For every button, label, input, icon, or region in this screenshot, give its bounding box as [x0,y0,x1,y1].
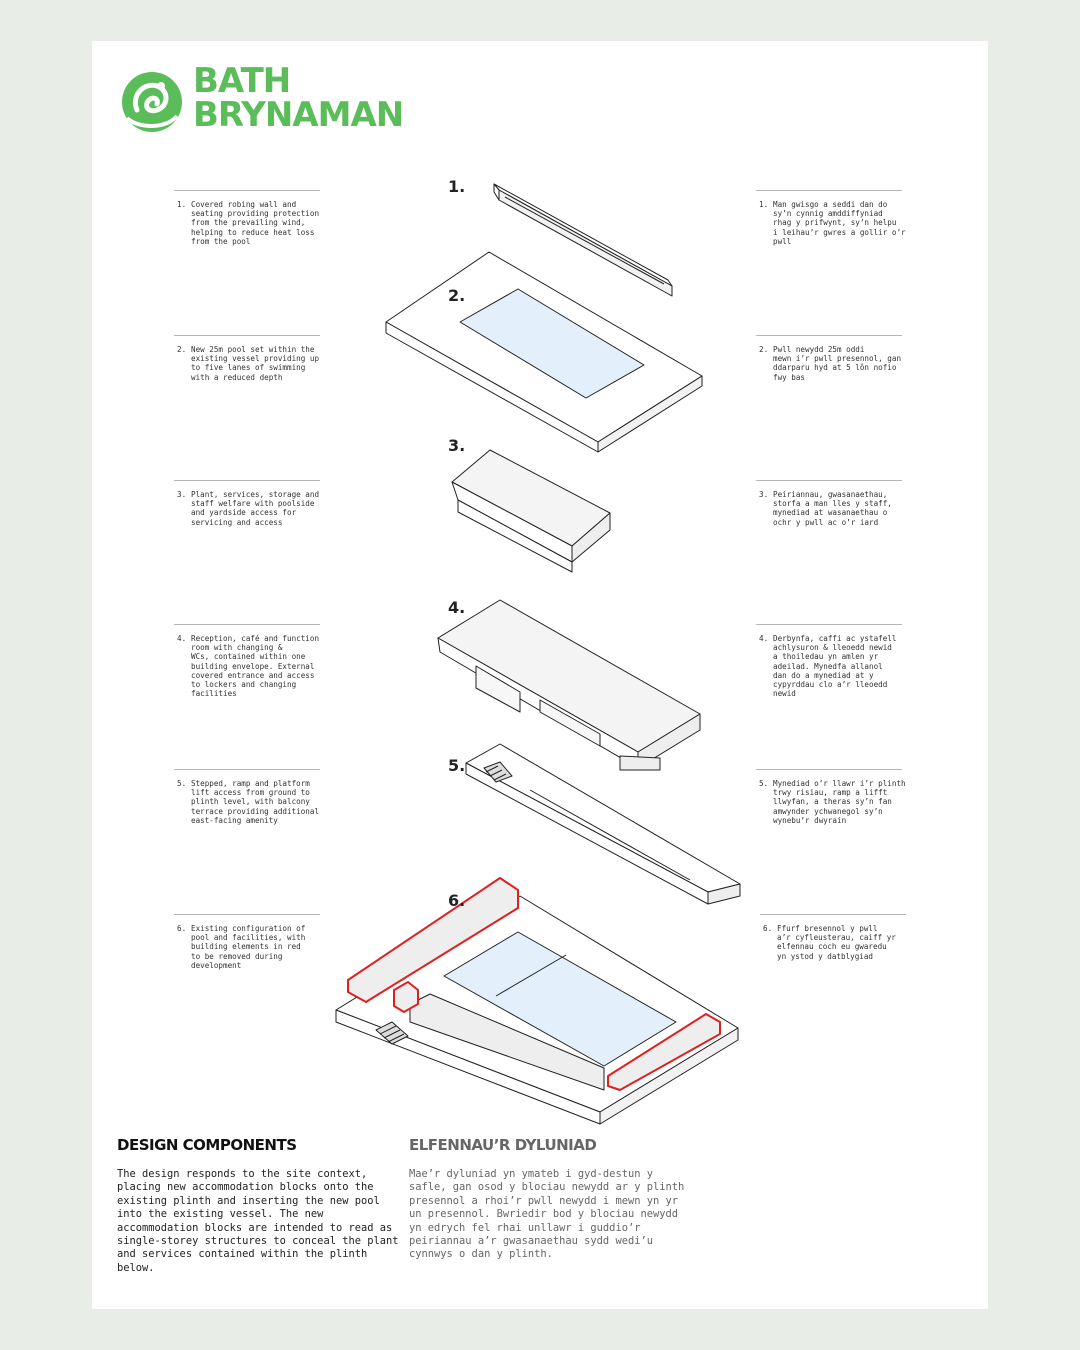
component-6-existing-configuration [336,896,738,1124]
note-en-6: 6. Existing configuration of pool and facilities, with building elements in red to be removed during development [177,924,327,970]
step-number-6: 6. [448,891,466,910]
brand-line-1: BATH [193,61,291,101]
note-cy-5: 5. Mynediad o’r llawr i’r plinth trwy risiau, ramp a lifft llwyfan, a theras sy’n fan amwynder ychwanegol sy’n wynebu’r dwyrain [759,779,909,825]
note-en-3: 3. Plant, services, storage and staff welfare with poolside and yardside access for servicing and access [177,490,327,527]
component-4-reception-block [438,600,700,770]
section-heading-cy: ELFENNAU’R DYLUNIAD [409,1136,597,1154]
note-cy-2: 2. Pwll newydd 25m oddi mewn i’r pwll presennol, gan ddarparu hyd at 5 lôn nofio fwy bas [759,345,909,382]
note-cy-6: 6. Ffurf bresennol y pwll a’r cyfleusterau, caiff yr elfennau coch eu gwaredu yn ystod y datblygiad [763,924,913,961]
note-en-2: 2. New 25m pool set within the existing vessel providing up to five lanes of swimming with a reduced depth [177,345,327,382]
note-en-5: 5. Stepped, ramp and platform lift access from ground to plinth level, with balcony terrace providing additional east-facing amenity [177,779,327,825]
section-body-en: The design responds to the site context, placing new accommodation blocks onto the existing plinth and inserting the new pool into the existing vessel. The new accommodation blocks are intended to read as single-storey structures to conceal the plant and services contained within the plinth below. [117,1168,399,1274]
component-3-service-block [452,450,610,572]
section-heading-en: DESIGN COMPONENTS [117,1136,297,1154]
note-en-4: 4. Reception, café and function room with changing & WCs, contained within one building envelope. External covered entrance and access to lockers and changing facilities [177,634,327,698]
note-cy-4: 4. Derbynfa, caffi ac ystafell achlysuron & lleoedd newid a thoiledau yn amlen yr adeilad. Mynedfa allanol dan do a mynediad at y cypyrddau clo a’r lleoedd newid [759,634,909,698]
note-en-1: 1. Covered robing wall and seating providing protection from the prevailing wind, helping to reduce heat loss from the pool [177,200,327,246]
step-number-4: 4. [448,598,466,617]
brand-line-2: BRYNAMAN [193,95,404,135]
step-number-3: 3. [448,436,466,455]
note-cy-1: 1. Man gwisgo a seddi dan do sy’n cynnig amddiffyniad rhag y prifwynt, sy’n helpu i leihau’r gwres a gollir o’r pwll [759,200,909,246]
step-number-2: 2. [448,286,466,305]
step-number-5: 5. [448,756,466,775]
component-5-ramp-terrace [466,744,740,904]
step-number-1: 1. [448,177,466,196]
section-body-cy: Mae’r dyluniad yn ymateb i gyd-destun y safle, gan osod y blociau newydd ar y plinth presennol a rhoi’r pwll newydd i mewn yn yr un presennol. Bwriedir bod y blociau newydd yn edrych fel rhai unllawr i guddio’r peiriannau a’r gwasanaethau sydd wedi’u cynnwys o dan y plinth. [409,1168,685,1261]
note-cy-3: 3. Peiriannau, gwasanaethau, storfa a man lles y staff, mynediad at wasanaethau o ochr y pwll ac o’r iard [759,490,909,527]
